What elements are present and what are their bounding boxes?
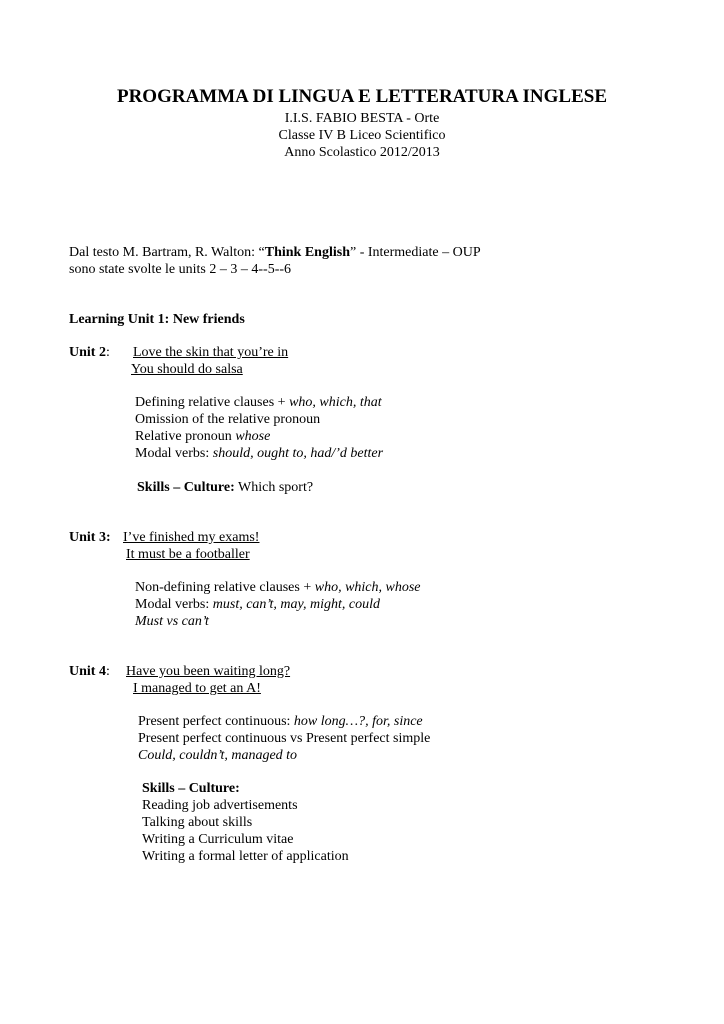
unit-3-title-1: I’ve finished my exams! [123, 530, 260, 545]
unit-2-title-1: Love the skin that you’re in [133, 345, 289, 360]
unit-4-skill-item: Writing a Curriculum vitae [142, 832, 294, 847]
unit-4-skills-heading: Skills – Culture: [142, 781, 240, 796]
unit-3-grammar-2: Modal verbs: must, can’t, may, might, could [135, 597, 380, 612]
intro-prefix: Dal testo M. Bartram, R. Walton: “ [69, 245, 265, 260]
unit-2-grammar-4: Modal verbs: should, ought to, had/’d better [135, 446, 384, 461]
unit-4-grammar-2: Present perfect continuous vs Present perfect simple [138, 731, 431, 746]
unit-4-label: Unit 4: [69, 664, 110, 679]
unit-3-label: Unit 3: [69, 530, 111, 545]
unit-4-skill-item: Writing a formal letter of application [142, 849, 349, 864]
class-info: Classe IV B Liceo Scientifico [278, 128, 446, 143]
unit-2-skills: Skills – Culture: Which sport? [137, 480, 314, 495]
learning-unit-heading: Learning Unit 1: New friends [69, 312, 245, 327]
book-title: Think English [264, 245, 350, 260]
unit-2-label: Unit 2: [69, 345, 110, 360]
school-year: Anno Scolastico 2012/2013 [284, 145, 440, 160]
unit-2-grammar-2: Omission of the relative pronoun [135, 412, 321, 427]
intro-line-1 [69, 244, 481, 261]
unit-2-grammar-3: Relative pronoun whose [135, 429, 271, 444]
unit-3-title-2: It must be a footballer [126, 547, 250, 562]
school-name: I.I.S. FABIO BESTA - Orte [284, 111, 440, 126]
unit-4-title-2: I managed to get an A! [133, 681, 261, 696]
unit-3-grammar-1: Non-defining relative clauses + who, which, whose [135, 580, 421, 595]
unit-4-grammar-3: Could, couldn’t, managed to [138, 748, 298, 763]
unit-4-skill-item: Reading job advertisements [142, 798, 298, 813]
unit-4-skill-item: Talking about skills [142, 815, 253, 830]
unit-4-grammar-1: Present perfect continuous: how long…?, for, since [138, 714, 423, 729]
unit-2-title-2: You should do salsa [131, 362, 243, 377]
intro-suffix: ” - Intermediate – OUP [349, 245, 481, 260]
page-title: PROGRAMMA DI LINGUA E LETTERATURA INGLESE [116, 86, 608, 107]
unit-4-title-1: Have you been waiting long? [126, 664, 291, 679]
unit-3-grammar-3: Must vs can’t [135, 614, 209, 629]
unit-2-grammar-1: Defining relative clauses + who, which, that [135, 395, 382, 410]
intro-line-2: sono state svolte le units 2 – 3 – 4--5--6 [69, 262, 292, 277]
